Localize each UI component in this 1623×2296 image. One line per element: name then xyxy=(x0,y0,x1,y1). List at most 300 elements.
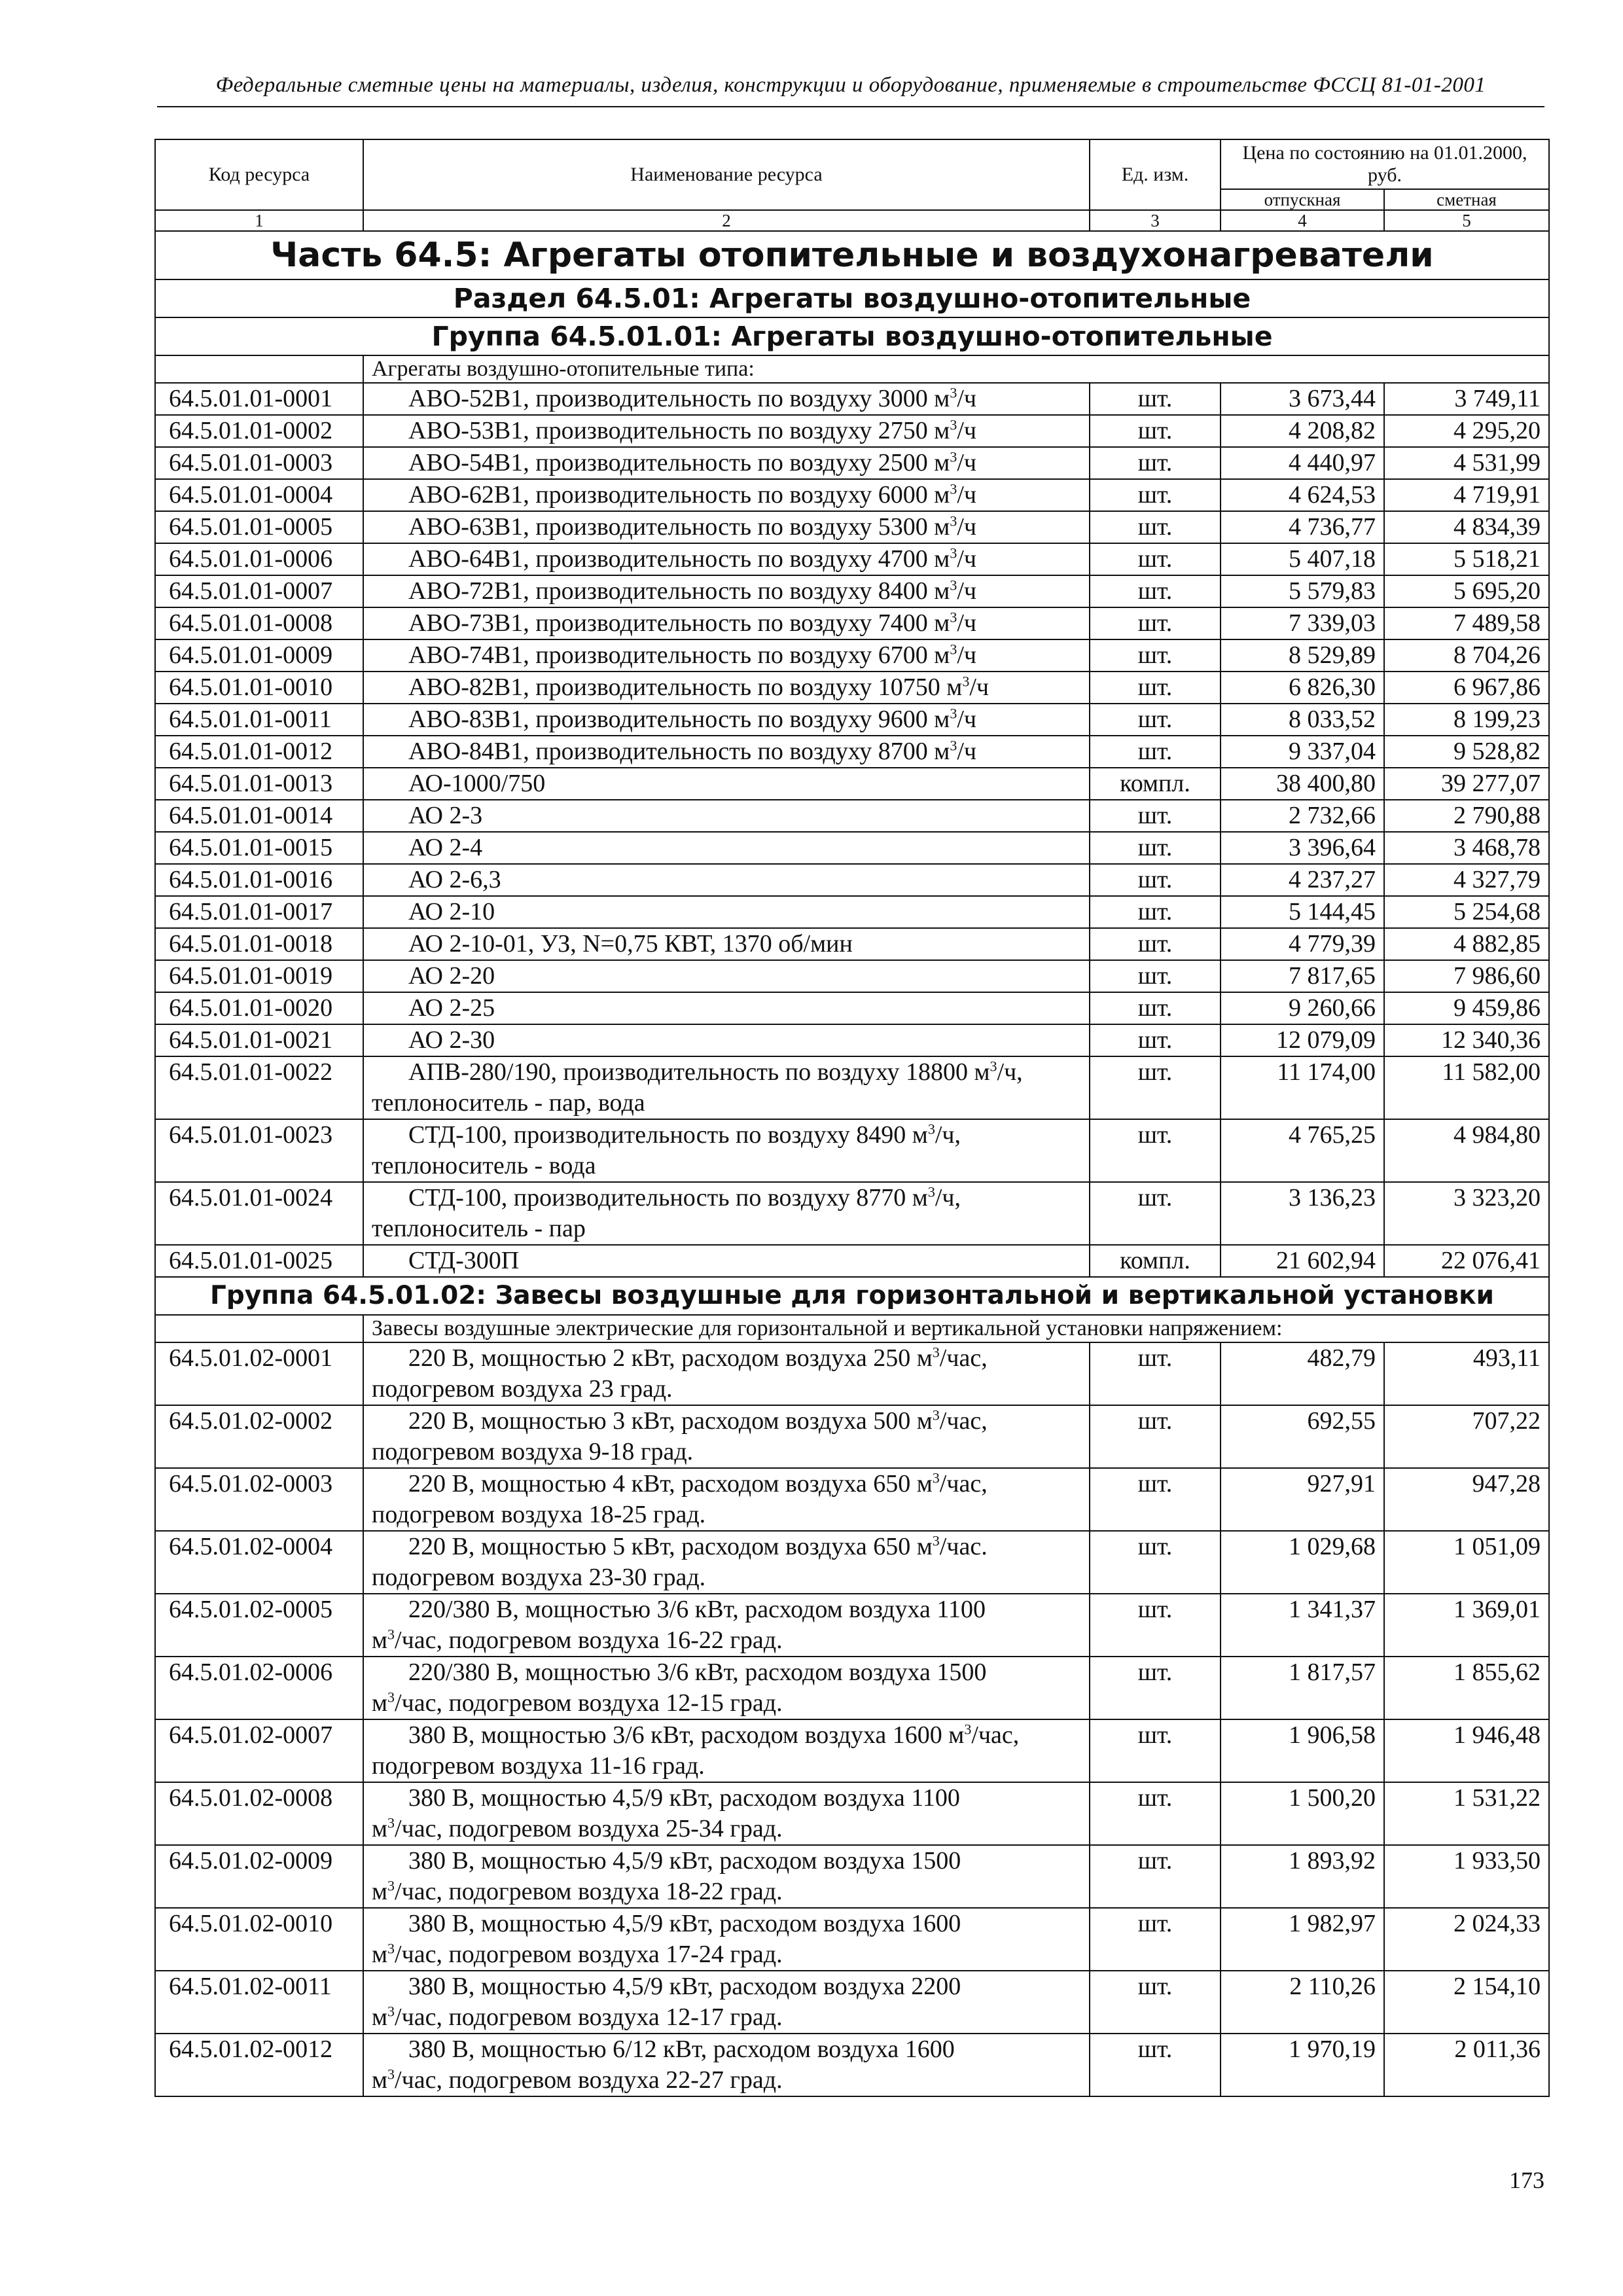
col-price-header: Цена по состоянию на 01.01.2000, руб. xyxy=(1221,139,1549,189)
price-release: 21 602,94 xyxy=(1221,1245,1384,1277)
col-number: 1 xyxy=(155,210,363,231)
resource-name xyxy=(363,800,1090,832)
col-price-release-header: отпускная xyxy=(1221,189,1384,210)
resource-code: 64.5.01.02-0010 xyxy=(155,1908,363,1971)
price-estimate: 4 719,91 xyxy=(1384,479,1549,511)
resource-name-text: АО 2-10 xyxy=(408,898,495,925)
resource-name xyxy=(363,1405,1090,1468)
resource-name-text: АО 2-20 xyxy=(408,962,495,990)
resource-name-tail: /ч xyxy=(957,641,976,669)
superscript: 3 xyxy=(387,2066,395,2083)
unit: шт. xyxy=(1090,479,1221,511)
price-release: 4 624,53 xyxy=(1221,479,1384,511)
resource-name xyxy=(363,383,1090,415)
superscript: 3 xyxy=(950,448,957,465)
resource-name xyxy=(363,992,1090,1024)
resource-name-text: АВО-72В1, производительность по воздуху 8400 м xyxy=(408,577,950,605)
price-release: 9 337,04 xyxy=(1221,736,1384,768)
unit: шт. xyxy=(1090,672,1221,704)
unit: шт. xyxy=(1090,704,1221,736)
table-row xyxy=(155,1245,1549,1277)
table-row xyxy=(155,607,1549,639)
col-code-header: Код ресурса xyxy=(155,139,363,210)
table-row xyxy=(155,928,1549,960)
resource-name-text: АО 2-25 xyxy=(408,994,495,1022)
resource-name xyxy=(363,832,1090,864)
col-number: 5 xyxy=(1384,210,1549,231)
resource-name-line2: подогревом воздуха 23 град. xyxy=(372,1375,673,1403)
superscript: 3 xyxy=(932,1469,940,1486)
unit: шт. xyxy=(1090,800,1221,832)
resource-name-tail: /ч xyxy=(969,673,989,701)
price-release: 692,55 xyxy=(1221,1405,1384,1468)
resource-name-text: 380 В, мощностью 4,5/9 кВт, расходом воздуха 2200 xyxy=(408,1973,961,2000)
unit: шт. xyxy=(1090,992,1221,1024)
price-release: 1 906,58 xyxy=(1221,1719,1384,1782)
superscript: 3 xyxy=(387,1940,395,1957)
table-row xyxy=(155,511,1549,543)
unit: компл. xyxy=(1090,768,1221,800)
unit: шт. xyxy=(1090,511,1221,543)
resource-name xyxy=(363,1468,1090,1531)
table-row xyxy=(155,639,1549,672)
resource-code: 64.5.01.01-0012 xyxy=(155,736,363,768)
resource-code: 64.5.01.01-0008 xyxy=(155,607,363,639)
group-intro: Завесы воздушные электрические для горизонтальной и вертикальной установки напряжением: xyxy=(363,1315,1549,1342)
superscript: 3 xyxy=(950,577,957,594)
superscript: 3 xyxy=(950,480,957,497)
superscript: 3 xyxy=(950,609,957,626)
resource-code: 64.5.01.01-0025 xyxy=(155,1245,363,1277)
table-row xyxy=(155,1119,1549,1182)
resource-code: 64.5.01.02-0006 xyxy=(155,1657,363,1719)
price-release: 3 673,44 xyxy=(1221,383,1384,415)
table-row xyxy=(155,1531,1549,1594)
unit: шт. xyxy=(1090,1342,1221,1405)
table-row xyxy=(155,2034,1549,2096)
table-row xyxy=(155,992,1549,1024)
price-estimate: 9 528,82 xyxy=(1384,736,1549,768)
resource-name-text: АО-1000/750 xyxy=(408,770,546,797)
empty-cell xyxy=(155,1315,363,1342)
price-release: 1 029,68 xyxy=(1221,1531,1384,1594)
unit: шт. xyxy=(1090,1782,1221,1845)
resource-code: 64.5.01.01-0018 xyxy=(155,928,363,960)
resource-name-tail: /ч xyxy=(957,513,976,541)
price-release: 3 136,23 xyxy=(1221,1182,1384,1245)
resource-name xyxy=(363,1182,1090,1245)
resource-code: 64.5.01.01-0005 xyxy=(155,511,363,543)
superscript: 3 xyxy=(962,673,970,690)
resource-name-tail: /час, xyxy=(939,1470,988,1498)
price-estimate: 493,11 xyxy=(1384,1342,1549,1405)
price-release: 12 079,09 xyxy=(1221,1024,1384,1056)
resource-name xyxy=(363,511,1090,543)
col-number: 2 xyxy=(363,210,1090,231)
resource-name-tail: /час, xyxy=(939,1344,988,1372)
resource-name-text: 380 В, мощностью 4,5/9 кВт, расходом воздуха 1100 xyxy=(408,1784,960,1812)
resource-name xyxy=(363,479,1090,511)
price-release: 8 033,52 xyxy=(1221,704,1384,736)
section-title: Раздел 64.5.01: Агрегаты воздушно-отопительные xyxy=(155,279,1549,317)
resource-name-text: АВО-62В1, производительность по воздуху 6000 м xyxy=(408,481,950,509)
resource-name-line2: теплоноситель - пар, вода xyxy=(372,1089,645,1117)
table-row xyxy=(155,1342,1549,1405)
resource-name xyxy=(363,1845,1090,1908)
resource-name xyxy=(363,768,1090,800)
table-row xyxy=(155,1468,1549,1531)
resource-code: 64.5.01.01-0019 xyxy=(155,960,363,992)
resource-name xyxy=(363,672,1090,704)
resource-name-text: АВО-84В1, производительность по воздуху 8700 м xyxy=(408,738,950,765)
resource-code: 64.5.01.02-0001 xyxy=(155,1342,363,1405)
resource-code: 64.5.01.02-0011 xyxy=(155,1971,363,2034)
resource-name xyxy=(363,1056,1090,1119)
resource-name-text: АПВ-280/190, производительность по воздуху 18800 м xyxy=(408,1058,990,1086)
price-estimate: 8 704,26 xyxy=(1384,639,1549,672)
unit: шт. xyxy=(1090,415,1221,447)
resource-name-text: 220/380 В, мощностью 3/6 кВт, расходом воздуха 1500 xyxy=(408,1659,987,1686)
table-row xyxy=(155,672,1549,704)
price-release: 4 237,27 xyxy=(1221,864,1384,896)
superscript: 3 xyxy=(950,737,957,754)
resource-name-text: СТД-100, производительность по воздуху 8490 м xyxy=(408,1121,928,1149)
resource-name-tail: /час. xyxy=(939,1533,988,1560)
table-row xyxy=(155,896,1549,928)
resource-code: 64.5.01.02-0007 xyxy=(155,1719,363,1782)
unit: шт. xyxy=(1090,1405,1221,1468)
price-release: 1 893,92 xyxy=(1221,1845,1384,1908)
resource-code: 64.5.01.01-0016 xyxy=(155,864,363,896)
price-release: 4 779,39 xyxy=(1221,928,1384,960)
col-name-header: Наименование ресурса xyxy=(363,139,1090,210)
price-estimate: 1 369,01 xyxy=(1384,1594,1549,1657)
resource-code: 64.5.01.01-0020 xyxy=(155,992,363,1024)
resource-name-tail: /ч xyxy=(957,545,976,573)
resource-name xyxy=(363,1119,1090,1182)
price-estimate: 1 051,09 xyxy=(1384,1531,1549,1594)
price-release: 5 144,45 xyxy=(1221,896,1384,928)
resource-name-line2: /час, подогревом воздуха 16-22 град. xyxy=(395,1626,783,1654)
resource-name xyxy=(363,639,1090,672)
price-release: 5 579,83 xyxy=(1221,575,1384,607)
resource-code: 64.5.01.01-0023 xyxy=(155,1119,363,1182)
table-row xyxy=(155,1594,1549,1657)
group-intro: Агрегаты воздушно-отопительные типа: xyxy=(363,355,1549,383)
resource-name-text: 220 В, мощностью 4 кВт, расходом воздуха 650 м xyxy=(408,1470,933,1498)
resource-name xyxy=(363,1342,1090,1405)
resource-name-tail: /ч xyxy=(957,706,976,733)
unit: шт. xyxy=(1090,864,1221,896)
resource-code: 64.5.01.01-0003 xyxy=(155,447,363,479)
unit: компл. xyxy=(1090,1245,1221,1277)
price-release: 1 970,19 xyxy=(1221,2034,1384,2096)
price-estimate: 4 882,85 xyxy=(1384,928,1549,960)
unit: шт. xyxy=(1090,1657,1221,1719)
price-estimate: 5 254,68 xyxy=(1384,896,1549,928)
resource-name-tail: /час, xyxy=(939,1407,988,1435)
price-release: 1 982,97 xyxy=(1221,1908,1384,1971)
resource-code: 64.5.01.02-0008 xyxy=(155,1782,363,1845)
resource-name-line2-prefix: м xyxy=(372,2003,388,2031)
superscript: 3 xyxy=(950,705,957,722)
resource-name-line2-prefix: м xyxy=(372,1815,388,1842)
resource-code: 64.5.01.02-0005 xyxy=(155,1594,363,1657)
unit: шт. xyxy=(1090,896,1221,928)
price-release: 9 260,66 xyxy=(1221,992,1384,1024)
resource-code: 64.5.01.01-0014 xyxy=(155,800,363,832)
price-estimate: 5 695,20 xyxy=(1384,575,1549,607)
unit: шт. xyxy=(1090,1468,1221,1531)
price-estimate: 2 011,36 xyxy=(1384,2034,1549,2096)
resource-code: 64.5.01.02-0009 xyxy=(155,1845,363,1908)
resource-name xyxy=(363,896,1090,928)
price-estimate: 9 459,86 xyxy=(1384,992,1549,1024)
price-estimate: 39 277,07 xyxy=(1384,768,1549,800)
superscript: 3 xyxy=(387,1626,395,1643)
price-estimate: 7 489,58 xyxy=(1384,607,1549,639)
resource-code: 64.5.01.02-0012 xyxy=(155,2034,363,2096)
resource-name-tail: /ч xyxy=(957,449,976,476)
resource-name-text: АВО-73В1, производительность по воздуху 7400 м xyxy=(408,609,950,637)
col-unit-header: Ед. изм. xyxy=(1090,139,1221,210)
unit: шт. xyxy=(1090,1024,1221,1056)
unit: шт. xyxy=(1090,1056,1221,1119)
price-estimate: 4 295,20 xyxy=(1384,415,1549,447)
superscript: 3 xyxy=(387,2003,395,2020)
resource-name-line2: подогревом воздуха 23-30 град. xyxy=(372,1564,706,1591)
resource-name xyxy=(363,543,1090,575)
resource-name xyxy=(363,1719,1090,1782)
price-estimate: 6 967,86 xyxy=(1384,672,1549,704)
superscript: 3 xyxy=(927,1121,935,1138)
table-row xyxy=(155,1719,1549,1782)
unit: шт. xyxy=(1090,960,1221,992)
resource-name-line2: подогревом воздуха 18-25 град. xyxy=(372,1501,706,1528)
resource-name-text: АО 2-30 xyxy=(408,1026,495,1054)
price-estimate: 1 531,22 xyxy=(1384,1782,1549,1845)
table-row xyxy=(155,1971,1549,2034)
table-row xyxy=(155,1405,1549,1468)
resource-name-text: АВО-64В1, производительность по воздуху 4700 м xyxy=(408,545,950,573)
resource-name-text: 220 В, мощностью 2 кВт, расходом воздуха 250 м xyxy=(408,1344,933,1372)
resource-name xyxy=(363,575,1090,607)
resource-code: 64.5.01.01-0001 xyxy=(155,383,363,415)
table-row xyxy=(155,736,1549,768)
resource-name-text: 380 В, мощностью 6/12 кВт, расходом воздуха 1600 xyxy=(408,2036,955,2063)
price-estimate: 3 749,11 xyxy=(1384,383,1549,415)
resource-code: 64.5.01.02-0004 xyxy=(155,1531,363,1594)
resource-name xyxy=(363,1782,1090,1845)
resource-name-line2-prefix: м xyxy=(372,1689,388,1717)
price-release: 4 440,97 xyxy=(1221,447,1384,479)
price-release: 3 396,64 xyxy=(1221,832,1384,864)
unit: шт. xyxy=(1090,1182,1221,1245)
resource-code: 64.5.01.01-0022 xyxy=(155,1056,363,1119)
table-row xyxy=(155,1056,1549,1119)
col-number: 4 xyxy=(1221,210,1384,231)
resource-name-text: 220/380 В, мощностью 3/6 кВт, расходом воздуха 1100 xyxy=(408,1596,986,1623)
price-estimate: 5 518,21 xyxy=(1384,543,1549,575)
superscript: 3 xyxy=(950,384,957,401)
table-row xyxy=(155,960,1549,992)
price-release: 7 339,03 xyxy=(1221,607,1384,639)
resource-name-text: СТД-300П xyxy=(408,1247,520,1274)
resource-name xyxy=(363,960,1090,992)
table-row xyxy=(155,1845,1549,1908)
unit: шт. xyxy=(1090,928,1221,960)
superscript: 3 xyxy=(932,1532,940,1549)
resource-name-tail: /ч xyxy=(957,481,976,509)
resource-name-text: АО 2-4 xyxy=(408,834,483,861)
col-number: 3 xyxy=(1090,210,1221,231)
superscript: 3 xyxy=(950,416,957,433)
resource-name-line2: /час, подогревом воздуха 25-34 град. xyxy=(395,1815,783,1842)
group-title: Группа 64.5.01.01: Агрегаты воздушно-отопительные xyxy=(155,317,1549,355)
unit: шт. xyxy=(1090,607,1221,639)
table-row xyxy=(155,768,1549,800)
superscript: 3 xyxy=(932,1407,940,1424)
price-release: 4 736,77 xyxy=(1221,511,1384,543)
resource-name xyxy=(363,1024,1090,1056)
table-row xyxy=(155,575,1549,607)
table-row xyxy=(155,704,1549,736)
price-release: 927,91 xyxy=(1221,1468,1384,1531)
resource-name-tail: /ч, xyxy=(935,1121,961,1149)
resource-code: 64.5.01.01-0006 xyxy=(155,543,363,575)
price-estimate: 2 790,88 xyxy=(1384,800,1549,832)
unit: шт. xyxy=(1090,383,1221,415)
table-row xyxy=(155,864,1549,896)
table-row xyxy=(155,1024,1549,1056)
unit: шт. xyxy=(1090,2034,1221,2096)
table-row xyxy=(155,447,1549,479)
superscript: 3 xyxy=(950,641,957,658)
resource-name xyxy=(363,2034,1090,2096)
header-rule xyxy=(157,106,1544,107)
part-title: Часть 64.5: Агрегаты отопительные и воздухонагреватели xyxy=(155,231,1549,279)
resource-name-line2: /час, подогревом воздуха 22-27 град. xyxy=(395,2066,783,2094)
resource-name-text: АВО-54В1, производительность по воздуху 2500 м xyxy=(408,449,950,476)
price-release: 6 826,30 xyxy=(1221,672,1384,704)
resource-code: 64.5.01.01-0011 xyxy=(155,704,363,736)
resource-name-text: СТД-100, производительность по воздуху 8770 м xyxy=(408,1184,928,1211)
price-estimate: 4 834,39 xyxy=(1384,511,1549,543)
resource-code: 64.5.01.01-0002 xyxy=(155,415,363,447)
unit: шт. xyxy=(1090,736,1221,768)
table-row xyxy=(155,1908,1549,1971)
resource-name-line2-prefix: м xyxy=(372,1941,388,1968)
price-estimate: 1 946,48 xyxy=(1384,1719,1549,1782)
price-estimate: 707,22 xyxy=(1384,1405,1549,1468)
price-estimate: 2 154,10 xyxy=(1384,1971,1549,2034)
resource-name-line2: /час, подогревом воздуха 18-22 град. xyxy=(395,1878,783,1905)
price-release: 2 732,66 xyxy=(1221,800,1384,832)
resource-name-text: АВО-74В1, производительность по воздуху 6700 м xyxy=(408,641,950,669)
resource-code: 64.5.01.01-0004 xyxy=(155,479,363,511)
superscript: 3 xyxy=(932,1344,940,1361)
resource-name-line2-prefix: м xyxy=(372,2066,388,2094)
resource-name xyxy=(363,1594,1090,1657)
price-table xyxy=(154,139,1550,2097)
resource-name-line2: теплоноситель - вода xyxy=(372,1152,596,1179)
resource-code: 64.5.01.01-0024 xyxy=(155,1182,363,1245)
resource-code: 64.5.01.02-0002 xyxy=(155,1405,363,1468)
price-estimate: 22 076,41 xyxy=(1384,1245,1549,1277)
superscript: 3 xyxy=(964,1721,972,1738)
resource-name xyxy=(363,1908,1090,1971)
resource-name-line2: подогревом воздуха 11-16 град. xyxy=(372,1752,705,1780)
price-release: 1 341,37 xyxy=(1221,1594,1384,1657)
resource-name-text: АВО-53В1, производительность по воздуху 2750 м xyxy=(408,417,950,444)
table-row xyxy=(155,1782,1549,1845)
resource-name-line2: теплоноситель - пар xyxy=(372,1215,586,1242)
unit: шт. xyxy=(1090,832,1221,864)
resource-name-text: 380 В, мощностью 4,5/9 кВт, расходом воздуха 1500 xyxy=(408,1847,961,1874)
resource-code: 64.5.01.01-0010 xyxy=(155,672,363,704)
price-estimate: 4 984,80 xyxy=(1384,1119,1549,1182)
resource-name xyxy=(363,736,1090,768)
resource-name-text: АВО-63В1, производительность по воздуху 5300 м xyxy=(408,513,950,541)
price-release: 11 174,00 xyxy=(1221,1056,1384,1119)
resource-name xyxy=(363,1531,1090,1594)
price-release: 38 400,80 xyxy=(1221,768,1384,800)
resource-name-line2: /час, подогревом воздуха 17-24 град. xyxy=(395,1941,783,1968)
price-estimate: 4 531,99 xyxy=(1384,447,1549,479)
resource-name-line2: подогревом воздуха 9-18 град. xyxy=(372,1438,694,1465)
resource-name-line2-prefix: м xyxy=(372,1626,388,1654)
price-release: 1 500,20 xyxy=(1221,1782,1384,1845)
price-estimate: 1 855,62 xyxy=(1384,1657,1549,1719)
resource-code: 64.5.01.01-0017 xyxy=(155,896,363,928)
price-release: 1 817,57 xyxy=(1221,1657,1384,1719)
resource-name xyxy=(363,607,1090,639)
superscript: 3 xyxy=(387,1689,395,1706)
resource-name-line2-prefix: м xyxy=(372,1878,388,1905)
resource-name-tail: /ч, xyxy=(935,1184,961,1211)
price-release: 4 208,82 xyxy=(1221,415,1384,447)
resource-name-text: 380 В, мощностью 4,5/9 кВт, расходом воздуха 1600 xyxy=(408,1910,961,1937)
table-row xyxy=(155,543,1549,575)
table-row xyxy=(155,832,1549,864)
unit: шт. xyxy=(1090,1971,1221,2034)
price-release: 5 407,18 xyxy=(1221,543,1384,575)
resource-name xyxy=(363,415,1090,447)
unit: шт. xyxy=(1090,1845,1221,1908)
resource-name-tail: /ч xyxy=(957,417,976,444)
price-release: 482,79 xyxy=(1221,1342,1384,1405)
price-estimate: 11 582,00 xyxy=(1384,1056,1549,1119)
group-row xyxy=(155,1277,1549,1315)
price-release: 7 817,65 xyxy=(1221,960,1384,992)
resource-name-text: 380 В, мощностью 3/6 кВт, расходом воздуха 1600 м xyxy=(408,1721,965,1749)
resource-name-text: АВО-83В1, производительность по воздуху 9600 м xyxy=(408,706,950,733)
superscript: 3 xyxy=(387,1814,395,1831)
price-release: 2 110,26 xyxy=(1221,1971,1384,2034)
resource-name-tail: /ч xyxy=(957,577,976,605)
price-estimate: 3 468,78 xyxy=(1384,832,1549,864)
resource-code: 64.5.01.01-0007 xyxy=(155,575,363,607)
unit: шт. xyxy=(1090,1719,1221,1782)
superscript: 3 xyxy=(990,1058,997,1075)
resource-name xyxy=(363,1245,1090,1277)
resource-code: 64.5.01.01-0009 xyxy=(155,639,363,672)
resource-name-tail: /ч xyxy=(957,385,976,412)
price-estimate: 947,28 xyxy=(1384,1468,1549,1531)
table-row xyxy=(155,1182,1549,1245)
resource-name-line2: /час, подогревом воздуха 12-17 град. xyxy=(395,2003,783,2031)
price-estimate: 4 327,79 xyxy=(1384,864,1549,896)
